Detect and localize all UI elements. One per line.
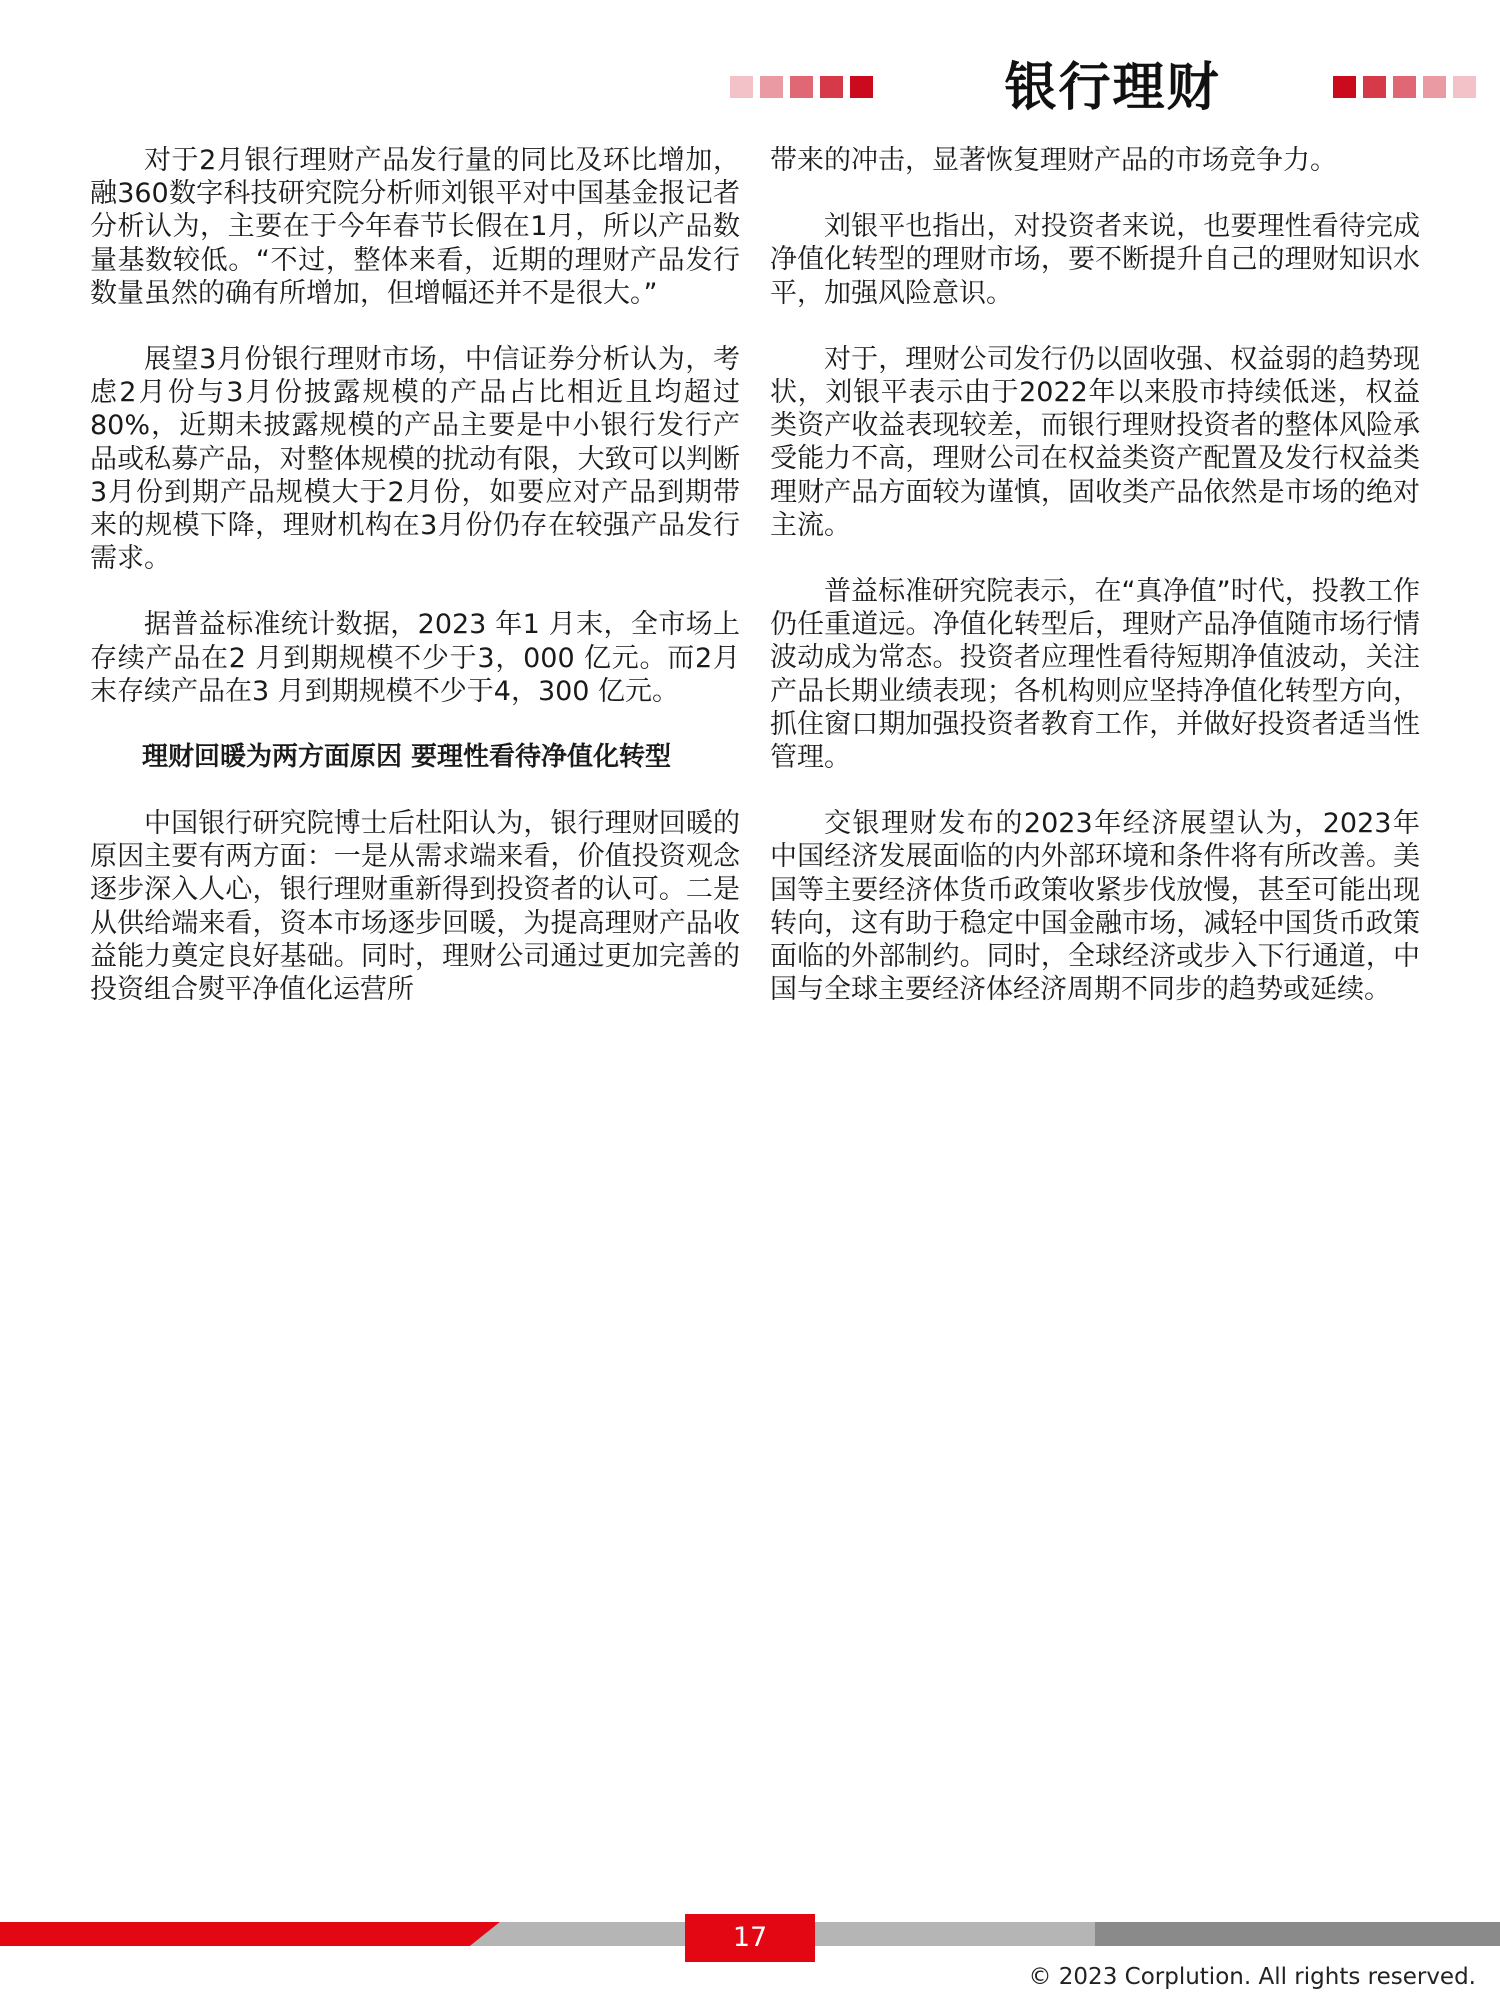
decor-square bbox=[1423, 76, 1446, 98]
paragraph: 据普益标准统计数据，2023 年1 月末，全市场上存续产品在2 月到期规模不少于3，000 亿元。而2月末存续产品在3 月到期规模不少于4，300 亿元。 bbox=[90, 609, 740, 707]
header-squares-left bbox=[730, 76, 873, 98]
decor-square bbox=[730, 76, 753, 98]
paragraph: 刘银平也指出，对投资者来说，也要理性看待完成净值化转型的理财市场，要不断提升自己的理财知识水平，加强风险意识。 bbox=[770, 211, 1420, 309]
paragraph: 交银理财发布的2023年经济展望认为，2023年中国经济发展面临的内外部环境和条件将有所改善。美国等主要经济体货币政策收紧步伐放慢，甚至可能出现转向，这有助于稳定中国金融市场，减轻中国货币政策面临的外部制约。同时，全球经济或步入下行通道，中国与全球主要经济体经济周期不同步的趋势或延续。 bbox=[770, 808, 1420, 1006]
footer-red-stripe bbox=[0, 1922, 500, 1946]
decor-square bbox=[850, 76, 873, 98]
right-column bbox=[770, 144, 1420, 1039]
decor-square bbox=[760, 76, 783, 98]
decor-square bbox=[1333, 76, 1356, 98]
decor-square bbox=[1453, 76, 1476, 98]
paragraph: 中国银行研究院博士后杜阳认为，银行理财回暖的原因主要有两方面：一是从需求端来看，价值投资观念逐步深入人心，银行理财重新得到投资者的认可。二是从供给端来看，资本市场逐步回暖，为提高理财产品收益能力奠定良好基础。同时，理财公司通过更加完善的投资组合熨平净值化运营所 bbox=[90, 808, 740, 1006]
header-squares-right bbox=[1333, 76, 1476, 98]
section-heading: 理财回暖为两方面原因 要理性看待净值化转型 bbox=[142, 742, 672, 773]
page-section-title: 银行理财 bbox=[1004, 58, 1221, 118]
decor-square bbox=[1393, 76, 1416, 98]
footer-dark-stripe bbox=[1095, 1922, 1500, 1946]
decor-square bbox=[820, 76, 843, 98]
decor-square bbox=[1363, 76, 1386, 98]
copyright-notice: © 2023 Corplution. All rights reserved. bbox=[1028, 1964, 1476, 1990]
paragraph: 对于2月银行理财产品发行量的同比及环比增加，融360数字科技研究院分析师刘银平对中国基金报记者分析认为，主要在于今年春节长假在1月，所以产品数量基数较低。“不过，整体来看，近期的理财产品发行数量虽然的确有所增加，但增幅还并不是很大。” bbox=[90, 145, 740, 309]
paragraph: 展望3月份银行理财市场，中信证券分析认为，考虑2月份与3月份披露规模的产品占比相近且均超过80%，近期未披露规模的产品主要是中小银行发行产品或私募产品，对整体规模的扰动有限，大致可以判断3月份到期产品规模大于2月份，如要应对产品到期带来的规模下降，理财机构在3月份仍存在较强产品发行需求。 bbox=[90, 344, 740, 575]
paragraph: 对于，理财公司发行仍以固收强、权益弱的趋势现状，刘银平表示由于2022年以来股市持续低迷，权益类资产收益表现较差，而银行理财投资者的整体风险承受能力不高，理财公司在权益类资产配置及发行权益类理财产品方面较为谨慎，固收类产品依然是市场的绝对主流。 bbox=[770, 343, 1420, 541]
page-number: 17 bbox=[685, 1914, 815, 1962]
paragraph: 普益标准研究院表示，在“真净值”时代，投教工作仍任重道远。净值化转型后，理财产品净值随市场行情波动成为常态。投资者应理性看待短期净值波动，关注产品长期业绩表现；各机构则应坚持净值化转型方向，抓住窗口期加强投资者教育工作，并做好投资者适当性管理。 bbox=[770, 576, 1420, 774]
decor-square bbox=[790, 76, 813, 98]
paragraph-continuation: 带来的冲击，显著恢复理财产品的市场竞争力。 bbox=[770, 145, 1337, 176]
left-column bbox=[90, 144, 740, 1039]
